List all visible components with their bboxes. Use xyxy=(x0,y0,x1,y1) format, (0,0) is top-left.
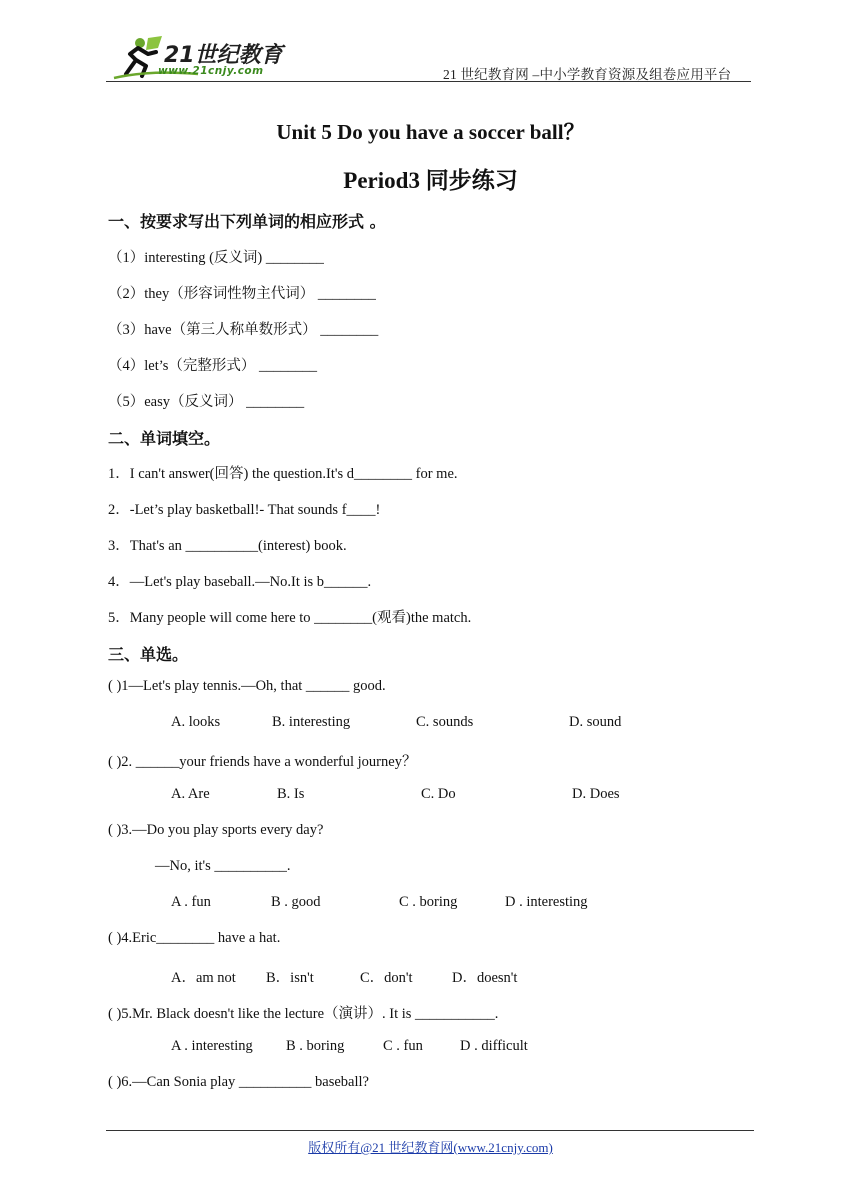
page-subtitle: Period3 同步练习 xyxy=(343,168,518,193)
option-a: A．am not xyxy=(171,970,236,986)
option-b: B . good xyxy=(271,894,321,910)
exercise-item: （2）they（形容词性物主代词） ________ xyxy=(108,286,376,302)
option-d: D．doesn't xyxy=(452,970,518,986)
section-heading-1: 一、按要求写出下列单词的相应形式 。 xyxy=(108,212,386,231)
option-b: B. interesting xyxy=(272,714,351,730)
question-stem: ( )1—Let's play tennis.—Oh, that ______ good. xyxy=(108,678,386,694)
section-heading-3: 三、单选。 xyxy=(108,645,189,664)
page-title: Unit 5 Do you have a soccer ball？ xyxy=(276,120,585,144)
exercise-item: （5）easy（反义词） ________ xyxy=(108,394,305,410)
option-b: B．isn't xyxy=(266,970,314,986)
logo-url: www.21cnjy.com xyxy=(158,65,264,77)
header-divider xyxy=(106,81,751,82)
option-c: C . fun xyxy=(383,1038,423,1054)
exercise-item: 5．Many people will come here to ________(观看)the match. xyxy=(108,610,472,626)
exercise-item: 2．-Let’s play basketball!- That sounds f____! xyxy=(108,502,381,518)
header-site-name: 21 世纪教育网 –中小学教育资源及组卷应用平台 xyxy=(443,67,732,82)
exercise-item: （1）interesting (反义词) ________ xyxy=(108,250,324,266)
site-logo xyxy=(108,34,283,80)
section-heading-2: 二、单词填空。 xyxy=(108,429,221,448)
question-stem: ( )2. ______your friends have a wonderful journey？ xyxy=(108,754,417,770)
option-a: A. looks xyxy=(171,714,221,730)
question-stem: ( )3.—Do you play sports every day? xyxy=(108,822,324,838)
option-c: C. Do xyxy=(421,786,456,802)
question-stem: ( )4.Eric________ have a hat. xyxy=(108,930,281,946)
question-stem: ( )6.—Can Sonia play __________ baseball? xyxy=(108,1074,369,1090)
option-a: A. Are xyxy=(171,786,210,802)
exercise-item: 4．—Let's play baseball.—No.It is b______. xyxy=(108,574,372,590)
option-c: C．don't xyxy=(360,970,413,986)
exercise-item: 1．I can't answer(回答) the question.It's d________ for me. xyxy=(108,466,458,482)
option-b: B. Is xyxy=(277,786,305,802)
exercise-item: 3．That's an __________(interest) book. xyxy=(108,538,347,554)
option-a: A . interesting xyxy=(171,1038,253,1054)
option-d: D. Does xyxy=(572,786,620,802)
exercise-item: （3）have（第三人称单数形式） ________ xyxy=(108,322,379,338)
logo-text: 21世纪教育 xyxy=(164,43,283,68)
option-a: A . fun xyxy=(171,894,211,910)
option-c: C . boring xyxy=(399,894,458,910)
footer-copyright-link[interactable]: 版权所有@21 世纪教育网(www.21cnjy.com) xyxy=(308,1140,553,1155)
option-b: B . boring xyxy=(286,1038,345,1054)
question-stem: ( )5.Mr. Black doesn't like the lecture（演讲）. It is ___________. xyxy=(108,1006,499,1022)
exercise-item: （4）let’s（完整形式） ________ xyxy=(108,358,318,374)
option-d: D. sound xyxy=(569,714,622,730)
option-c: C. sounds xyxy=(416,714,474,730)
question-stem-continued: —No, it's __________. xyxy=(155,858,291,874)
option-d: D . interesting xyxy=(505,894,588,910)
footer-divider xyxy=(106,1130,754,1131)
option-d: D . difficult xyxy=(460,1038,528,1054)
